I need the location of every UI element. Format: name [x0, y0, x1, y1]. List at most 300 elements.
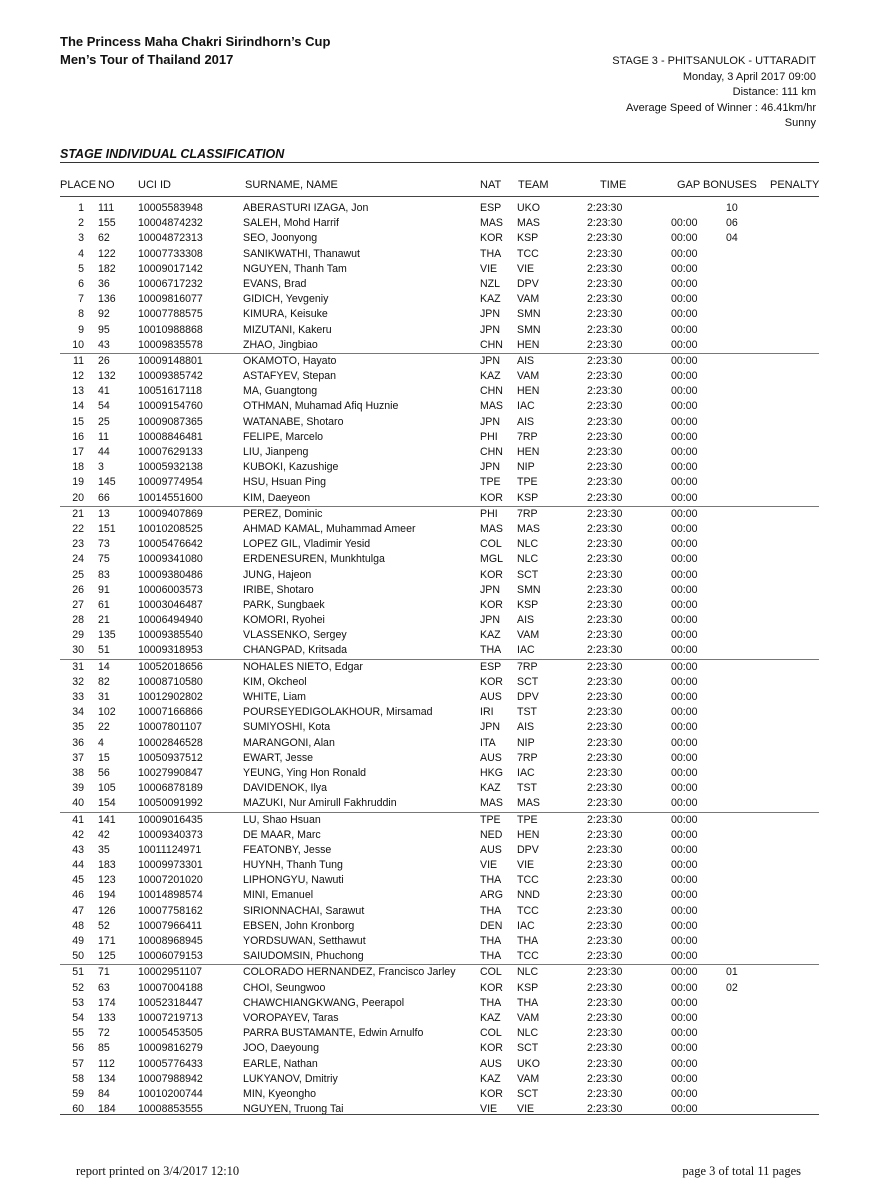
time: 2:23:30	[587, 828, 623, 841]
uci-id: 10010200744	[138, 1087, 203, 1100]
place: 18	[72, 461, 84, 474]
rider-number: 92	[98, 308, 110, 321]
uci-id: 10004874232	[138, 217, 203, 230]
uci-id: 10009835578	[138, 338, 203, 351]
gap: 00:00	[671, 1027, 698, 1040]
rider-number: 14	[98, 660, 110, 673]
bonuses: 02	[726, 981, 738, 994]
uci-id: 10006494940	[138, 614, 203, 627]
time: 2:23:30	[587, 874, 623, 887]
nationality: THA	[480, 644, 502, 657]
uci-id: 10007201020	[138, 874, 203, 887]
team: IAC	[517, 919, 535, 932]
uci-id: 10005932138	[138, 461, 203, 474]
nationality: DEN	[480, 919, 503, 932]
time: 2:23:30	[587, 751, 623, 764]
table-row	[60, 475, 819, 490]
table-row	[60, 522, 819, 537]
nationality: JPN	[480, 308, 501, 321]
bonuses: 01	[726, 966, 738, 979]
time: 2:23:30	[587, 950, 623, 963]
rider-number: 25	[98, 415, 110, 428]
team: SCT	[517, 1087, 539, 1100]
rider-number: 52	[98, 919, 110, 932]
rider-number: 62	[98, 232, 110, 245]
uci-id: 10006079153	[138, 950, 203, 963]
team: MAS	[517, 522, 540, 535]
nationality: THA	[480, 950, 502, 963]
rider-name: HSU, Hsuan Ping	[243, 476, 327, 489]
rider-name: NGUYEN, Thanh Tam	[243, 262, 347, 275]
page-number: page 3 of total 11 pages	[682, 1164, 801, 1178]
nationality: CHN	[480, 446, 503, 458]
place: 38	[72, 766, 84, 779]
time: 2:23:30	[587, 293, 623, 306]
event-title-line2: Men’s Tour of Thailand 2017	[60, 52, 234, 67]
team: SCT	[517, 568, 539, 581]
uci-id: 10009148801	[138, 354, 203, 367]
time: 2:23:30	[587, 614, 623, 627]
team: VAM	[517, 1011, 540, 1024]
gap: 00:00	[671, 813, 698, 826]
team: 7RP	[517, 751, 538, 764]
nationality: AUS	[480, 843, 502, 856]
time: 2:23:30	[587, 308, 623, 321]
uci-id: 10007788575	[138, 308, 203, 321]
uci-id: 10010988868	[138, 323, 203, 336]
uci-id: 10009318953	[138, 644, 203, 657]
uci-id: 10009774954	[138, 476, 203, 489]
uci-id: 10005583948	[138, 202, 203, 214]
rider-name: LIPHONGYU, Nawuti	[243, 874, 344, 887]
team: AIS	[517, 415, 535, 428]
rider-name: NGUYEN, Truong Tai	[243, 1103, 344, 1116]
place: 7	[78, 293, 84, 306]
gap: 00:00	[671, 553, 698, 566]
gap: 00:00	[671, 415, 698, 428]
rider-number: 61	[98, 598, 110, 611]
time: 2:23:30	[587, 507, 623, 520]
time: 2:23:30	[587, 385, 623, 398]
nationality: VIE	[480, 859, 498, 872]
rider-number: 51	[98, 644, 110, 657]
place: 39	[72, 782, 84, 795]
time: 2:23:30	[587, 981, 623, 994]
team: THA	[517, 996, 539, 1009]
time: 2:23:30	[587, 1057, 623, 1070]
team: SCT	[517, 1042, 539, 1055]
place: 27	[72, 598, 84, 611]
uci-id: 10003046487	[138, 598, 203, 611]
bonuses: 10	[726, 202, 738, 214]
rider-name: KUBOKI, Kazushige	[243, 461, 339, 474]
place: 32	[72, 675, 84, 688]
team: MAS	[517, 217, 540, 230]
team: AIS	[517, 614, 535, 627]
col-bonuses: BONUSES	[703, 179, 757, 191]
team: VIE	[517, 859, 535, 872]
rider-name: HUYNH, Thanh Tung	[243, 859, 343, 872]
uci-id: 10009385540	[138, 629, 203, 642]
table-row	[60, 460, 819, 475]
rider-number: 13	[98, 507, 110, 520]
gap: 00:00	[671, 966, 698, 979]
time: 2:23:30	[587, 598, 623, 611]
uci-id: 10009340373	[138, 828, 203, 841]
place: 36	[72, 736, 84, 749]
rider-name: ERDENESUREN, Munkhtulga	[243, 553, 385, 566]
time: 2:23:30	[587, 675, 623, 688]
team: NLC	[517, 1027, 539, 1040]
place: 4	[78, 247, 84, 260]
table-row	[60, 643, 819, 658]
gap: 00:00	[671, 476, 698, 489]
rider-name: MINI, Emanuel	[243, 889, 314, 902]
uci-id: 10009407869	[138, 507, 203, 520]
team: NND	[517, 889, 540, 902]
nationality: MAS	[480, 522, 503, 535]
table-row	[60, 873, 819, 888]
nationality: HKG	[480, 766, 503, 779]
time: 2:23:30	[587, 400, 623, 413]
rider-number: 15	[98, 751, 110, 764]
gap: 00:00	[671, 691, 698, 703]
nationality: PHI	[480, 430, 498, 443]
nationality: KAZ	[480, 1011, 501, 1024]
time: 2:23:30	[587, 1087, 623, 1100]
rider-number: 75	[98, 553, 110, 566]
team: SMN	[517, 583, 541, 596]
uci-id: 10004872313	[138, 232, 203, 245]
gap: 00:00	[671, 660, 698, 673]
nationality: KOR	[480, 981, 503, 994]
rider-name: ABERASTURI IZAGA, Jon	[243, 202, 369, 214]
uci-id: 10009341080	[138, 553, 203, 566]
col-place: PLACE	[60, 179, 97, 191]
rider-number: 44	[98, 446, 110, 458]
team: UKO	[517, 202, 540, 214]
rider-number: 35	[98, 843, 110, 856]
uci-id: 10006717232	[138, 277, 203, 290]
gap: 00:00	[671, 614, 698, 627]
team: TCC	[517, 950, 539, 963]
rider-number: 174	[98, 996, 116, 1009]
nationality: ITA	[480, 736, 496, 749]
team: TST	[517, 706, 538, 719]
place: 29	[72, 629, 84, 642]
table-row	[60, 1026, 819, 1041]
team: DPV	[517, 277, 539, 290]
stage-name: STAGE 3 - PHITSANULOK - UTTARADIT	[612, 55, 816, 67]
place: 23	[72, 538, 84, 551]
gap: 00:00	[671, 935, 698, 947]
time: 2:23:30	[587, 370, 623, 383]
uci-id: 10005453505	[138, 1027, 203, 1040]
gap: 00:00	[671, 828, 698, 841]
gap: 00:00	[671, 507, 698, 520]
gap: 00:00	[671, 338, 698, 351]
rider-number: 122	[98, 247, 116, 260]
nationality: JPN	[480, 323, 501, 336]
gap: 00:00	[671, 217, 698, 230]
nationality: KAZ	[480, 293, 501, 306]
section-divider	[60, 162, 819, 163]
rider-name: MARANGONI, Alan	[243, 736, 335, 749]
place: 2	[78, 217, 84, 230]
rider-name: SANIKWATHI, Thanawut	[243, 247, 360, 260]
gap: 00:00	[671, 859, 698, 872]
rider-name: KIM, Okcheol	[243, 675, 307, 688]
place: 44	[72, 859, 84, 872]
place: 10	[72, 338, 84, 351]
place: 37	[72, 751, 84, 764]
nationality: VIE	[480, 262, 498, 275]
uci-id: 10014551600	[138, 491, 203, 504]
rider-name: ZHAO, Jingbiao	[243, 338, 318, 351]
rider-number: 112	[98, 1057, 115, 1070]
nationality: AUS	[480, 691, 502, 703]
nationality: CHN	[480, 385, 503, 398]
nationality: THA	[480, 996, 502, 1009]
time: 2:23:30	[587, 797, 623, 810]
col-gap: GAP	[677, 179, 701, 191]
nationality: KAZ	[480, 782, 501, 795]
rider-name: DAVIDENOK, Ilya	[243, 782, 327, 795]
nationality: COL	[480, 538, 502, 551]
table-row	[60, 843, 819, 858]
team: HEN	[517, 338, 540, 351]
time: 2:23:30	[587, 338, 623, 351]
table-row	[60, 1041, 819, 1056]
gap: 00:00	[671, 522, 698, 535]
rider-name: MIZUTANI, Kakeru	[243, 323, 332, 336]
time: 2:23:30	[587, 277, 623, 290]
uci-id: 10007166866	[138, 706, 203, 719]
col-nat: NAT	[480, 179, 502, 191]
place: 3	[78, 232, 84, 245]
time: 2:23:30	[587, 843, 623, 856]
uci-id: 10009973301	[138, 859, 203, 872]
table-row	[60, 888, 819, 903]
place: 40	[72, 797, 84, 810]
rider-name: FELIPE, Marcelo	[243, 430, 324, 443]
team: NLC	[517, 538, 539, 551]
uci-id: 10007988942	[138, 1072, 203, 1085]
time: 2:23:30	[587, 583, 623, 596]
time: 2:23:30	[587, 691, 623, 703]
rider-name: VOROPAYEV, Taras	[243, 1011, 339, 1024]
place: 16	[72, 430, 84, 443]
rider-number: 42	[98, 828, 110, 841]
uci-id: 10006878189	[138, 782, 203, 795]
team: 7RP	[517, 507, 538, 520]
table-row	[60, 1057, 819, 1072]
table-bottom-divider	[60, 1114, 819, 1115]
uci-id: 10050091992	[138, 797, 203, 810]
uci-id: 10009087365	[138, 415, 203, 428]
place: 49	[72, 935, 84, 947]
table-row	[60, 307, 819, 322]
uci-id: 10009380486	[138, 568, 203, 581]
uci-id: 10009385742	[138, 370, 203, 383]
nationality: MAS	[480, 217, 503, 230]
team: SMN	[517, 323, 541, 336]
gap: 00:00	[671, 370, 698, 383]
time: 2:23:30	[587, 446, 623, 458]
nationality: MGL	[480, 553, 503, 566]
rider-number: 41	[98, 385, 110, 398]
rider-name: LOPEZ GIL, Vladimir Yesid	[243, 538, 371, 551]
nationality: THA	[480, 904, 502, 917]
place: 9	[78, 323, 84, 336]
gap: 00:00	[671, 706, 698, 719]
table-row	[60, 705, 819, 720]
place: 60	[72, 1103, 84, 1116]
table-row	[60, 1072, 819, 1087]
rider-number: 194	[98, 889, 116, 902]
table-row	[60, 812, 819, 828]
rider-name: GIDICH, Yevgeniy	[243, 293, 329, 306]
table-row	[60, 491, 819, 506]
rider-number: 63	[98, 981, 110, 994]
rider-number: 123	[98, 874, 116, 887]
rider-number: 26	[98, 354, 110, 367]
team: NIP	[517, 736, 535, 749]
gap: 00:00	[671, 323, 698, 336]
team: TCC	[517, 874, 539, 887]
rider-name: IRIBE, Shotaro	[243, 583, 314, 596]
uci-id: 10009816077	[138, 293, 203, 306]
nationality: MAS	[480, 400, 503, 413]
time: 2:23:30	[587, 1042, 623, 1055]
rider-number: 95	[98, 323, 110, 336]
gap: 00:00	[671, 721, 698, 734]
uci-id: 10007004188	[138, 981, 203, 994]
team: IAC	[517, 644, 535, 657]
rider-number: 56	[98, 766, 110, 779]
gap: 00:00	[671, 262, 698, 275]
nationality: ESP	[480, 660, 502, 673]
rider-number: 4	[98, 736, 104, 749]
team: NLC	[517, 553, 539, 566]
gap: 00:00	[671, 1057, 698, 1070]
time: 2:23:30	[587, 262, 623, 275]
nationality: ESP	[480, 202, 502, 214]
uci-id: 10008853555	[138, 1103, 203, 1116]
team: VAM	[517, 293, 540, 306]
col-no: NO	[98, 179, 115, 191]
rider-number: 132	[98, 370, 116, 383]
time: 2:23:30	[587, 706, 623, 719]
nationality: KOR	[480, 598, 503, 611]
place: 11	[73, 354, 84, 367]
place: 43	[72, 843, 84, 856]
table-row	[60, 996, 819, 1011]
table-row	[60, 613, 819, 628]
time: 2:23:30	[587, 904, 623, 917]
rider-number: 171	[98, 935, 116, 947]
rider-name: POURSEYEDIGOLAKHOUR, Mirsamad	[243, 706, 433, 719]
uci-id: 10007733308	[138, 247, 203, 260]
rider-name: CHANGPAD, Kritsada	[243, 644, 348, 657]
time: 2:23:30	[587, 736, 623, 749]
place: 51	[72, 966, 84, 979]
rider-name: VLASSENKO, Sergey	[243, 629, 347, 642]
gap: 00:00	[671, 1072, 698, 1085]
table-row	[60, 751, 819, 766]
rider-name: MAZUKI, Nur Amirull Fakhruddin	[243, 797, 397, 810]
place: 30	[72, 644, 84, 657]
rider-number: 135	[98, 629, 116, 642]
time: 2:23:30	[587, 491, 623, 504]
uci-id: 10007219713	[138, 1011, 203, 1024]
rider-number: 145	[98, 476, 116, 489]
nationality: CHN	[480, 338, 503, 351]
table-row	[60, 338, 819, 353]
rider-name: PARRA BUSTAMANTE, Edwin Arnulfo	[243, 1027, 424, 1040]
rider-number: 133	[98, 1011, 116, 1024]
rider-name: SALEH, Mohd Harrif	[243, 217, 339, 230]
place: 15	[72, 415, 84, 428]
place: 52	[72, 981, 84, 994]
rider-number: 85	[98, 1042, 110, 1055]
time: 2:23:30	[587, 1103, 623, 1116]
rider-name: SAIUDOMSIN, Phuchong	[243, 950, 364, 963]
uci-id: 10011124971	[138, 843, 202, 856]
table-row	[60, 216, 819, 231]
uci-id: 10005476642	[138, 538, 203, 551]
table-row	[60, 506, 819, 522]
rider-name: PARK, Sungbaek	[243, 598, 325, 611]
nationality: KAZ	[480, 1072, 501, 1085]
place: 6	[78, 277, 84, 290]
gap: 00:00	[671, 782, 698, 795]
nationality: AUS	[480, 751, 502, 764]
rider-name: EVANS, Brad	[243, 277, 307, 290]
nationality: IRI	[480, 706, 494, 719]
table-row	[60, 828, 819, 843]
team: KSP	[517, 981, 539, 994]
rider-name: OKAMOTO, Hayato	[243, 354, 337, 367]
rider-number: 3	[98, 461, 104, 474]
rider-name: AHMAD KAMAL, Muhammad Ameer	[243, 522, 416, 535]
nationality: THA	[480, 935, 502, 947]
table-row	[60, 675, 819, 690]
table-row	[60, 858, 819, 873]
rider-name: COLORADO HERNANDEZ, Francisco Jarley	[243, 966, 456, 979]
table-row	[60, 353, 819, 369]
nationality: COL	[480, 966, 502, 979]
time: 2:23:30	[587, 859, 623, 872]
rider-name: KIM, Daeyeon	[243, 491, 311, 504]
bonuses: 04	[726, 232, 738, 245]
rider-number: 102	[98, 706, 116, 719]
place: 21	[72, 507, 84, 520]
uci-id: 10052318447	[138, 996, 203, 1009]
team: KSP	[517, 598, 539, 611]
team: TCC	[517, 904, 539, 917]
time: 2:23:30	[587, 919, 623, 932]
gap: 00:00	[671, 1011, 698, 1024]
rider-name: ASTAFYEV, Stepan	[243, 370, 337, 383]
rider-number: 72	[98, 1027, 110, 1040]
table-row	[60, 568, 819, 583]
gap: 00:00	[671, 247, 698, 260]
place: 34	[72, 706, 84, 719]
rider-name: PEREZ, Dominic	[243, 507, 323, 520]
rider-number: 111	[98, 202, 115, 214]
stage-weather: Sunny	[784, 117, 816, 130]
